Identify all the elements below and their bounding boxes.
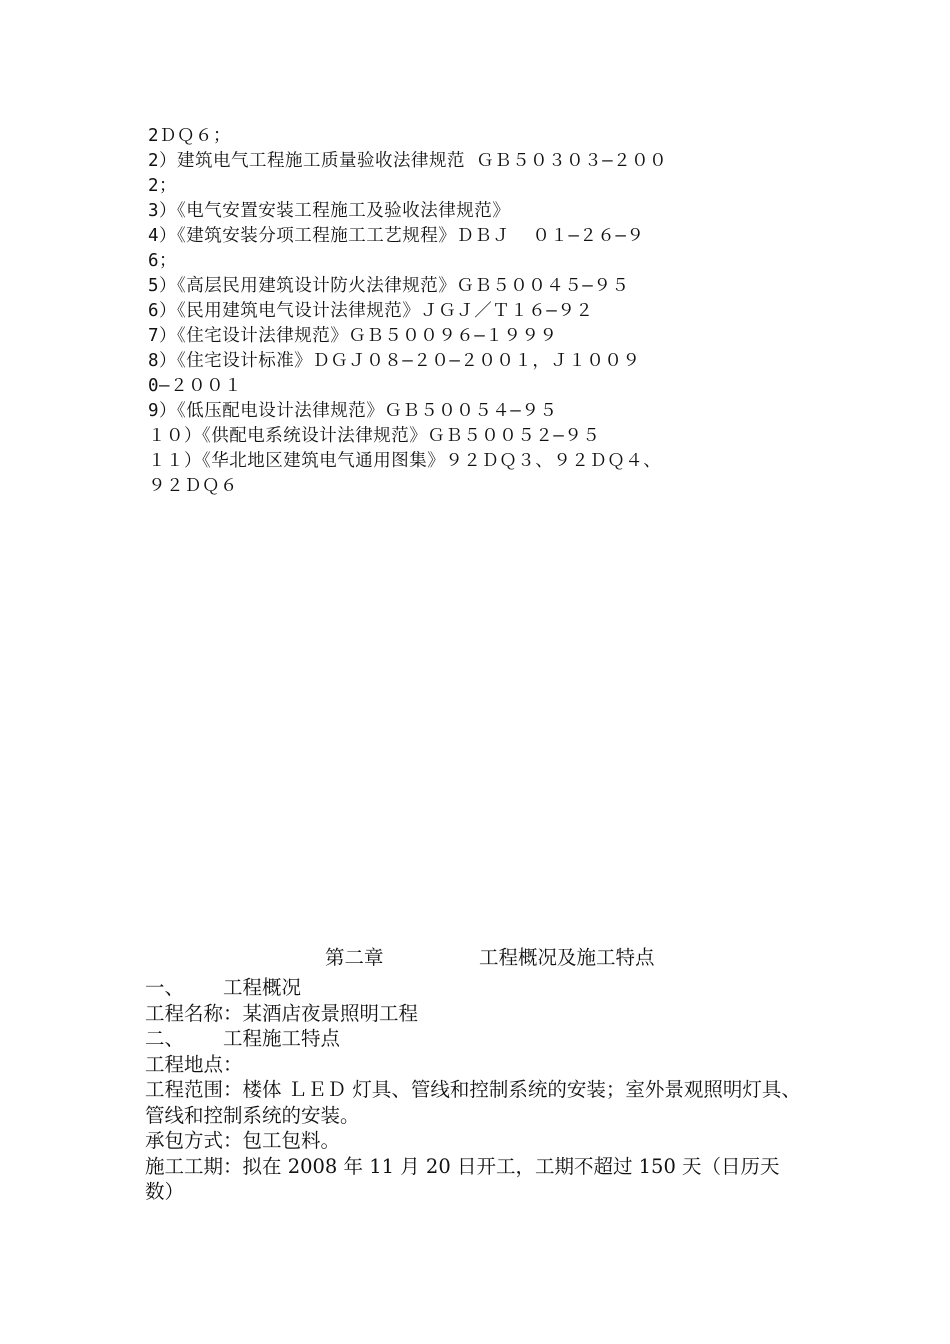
reference-line: １１）《华北地区建筑电气通用图集》９２ＤＱ３、９２ＤＱ４、 xyxy=(148,451,662,471)
reference-line: 7）《住宅设计法律规范》ＧＢ５００９６—１９９９ xyxy=(148,326,558,346)
section-title: 工程概况 xyxy=(223,976,302,999)
contract-mode: 承包方式：包工包料。 xyxy=(145,1129,341,1152)
chapter-heading xyxy=(145,945,805,975)
section-heading-overview xyxy=(145,975,805,1001)
section-number: 二、 xyxy=(145,1027,185,1050)
reference-line: 3）《电气安置安装工程施工及验收法律规范》 xyxy=(148,201,511,221)
section-number: 一、 xyxy=(145,976,185,999)
reference-line: 9）《低压配电设计法律规范》ＧＢ５００５４—９５ xyxy=(148,401,558,421)
project-location: 工程地点： xyxy=(145,1052,243,1076)
chapter-title: 工程概况及施工特点 xyxy=(479,946,655,969)
reference-line: 2）建筑电气工程施工质量验收法律规范 ＧＢ５０３０３—２００ xyxy=(148,151,668,171)
chapter-number: 第二章 xyxy=(325,946,384,969)
project-scope: 工程范围：楼体 ＬＥＤ 灯具、管线和控制系统的安装；室外景观照明灯具、管线和控制系统的安装。 xyxy=(145,1078,801,1127)
reference-standards-list xyxy=(148,124,808,499)
reference-line: 2ＤＱ６； xyxy=(148,126,232,146)
reference-line: 6； xyxy=(148,251,178,271)
reference-line: 8）《住宅设计标准》ＤＧＪ０８—２０—２００１，Ｊ１００９ xyxy=(148,351,641,371)
reference-line: 2； xyxy=(148,176,178,196)
reference-line: ９２ＤＱ６ xyxy=(148,476,238,496)
section-title: 工程施工特点 xyxy=(223,1027,341,1050)
reference-line: 0—２００１ xyxy=(148,376,243,396)
reference-line: 5）《高层民用建筑设计防火法律规范》ＧＢ５００４５—９５ xyxy=(148,276,630,296)
construction-schedule: 施工工期：拟在 2008 年 11 月 20 日开工，工期不超过 150 天（日历天数） xyxy=(145,1154,780,1203)
reference-line: 6）《民用建筑电气设计法律规范》ＪＧＪ／Ｔ１６—９２ xyxy=(148,301,594,321)
project-name: 工程名称：某酒店夜景照明工程 xyxy=(145,1001,419,1025)
reference-line: 4）《建筑安装分项工程施工工艺规程》ＤＢＪ ０１—２６—９ xyxy=(148,226,645,246)
section-heading-features xyxy=(145,1026,805,1052)
chapter-section xyxy=(145,945,805,1205)
reference-line: １０）《供配电系统设计法律规范》ＧＢ５００５２—９５ xyxy=(148,426,601,446)
